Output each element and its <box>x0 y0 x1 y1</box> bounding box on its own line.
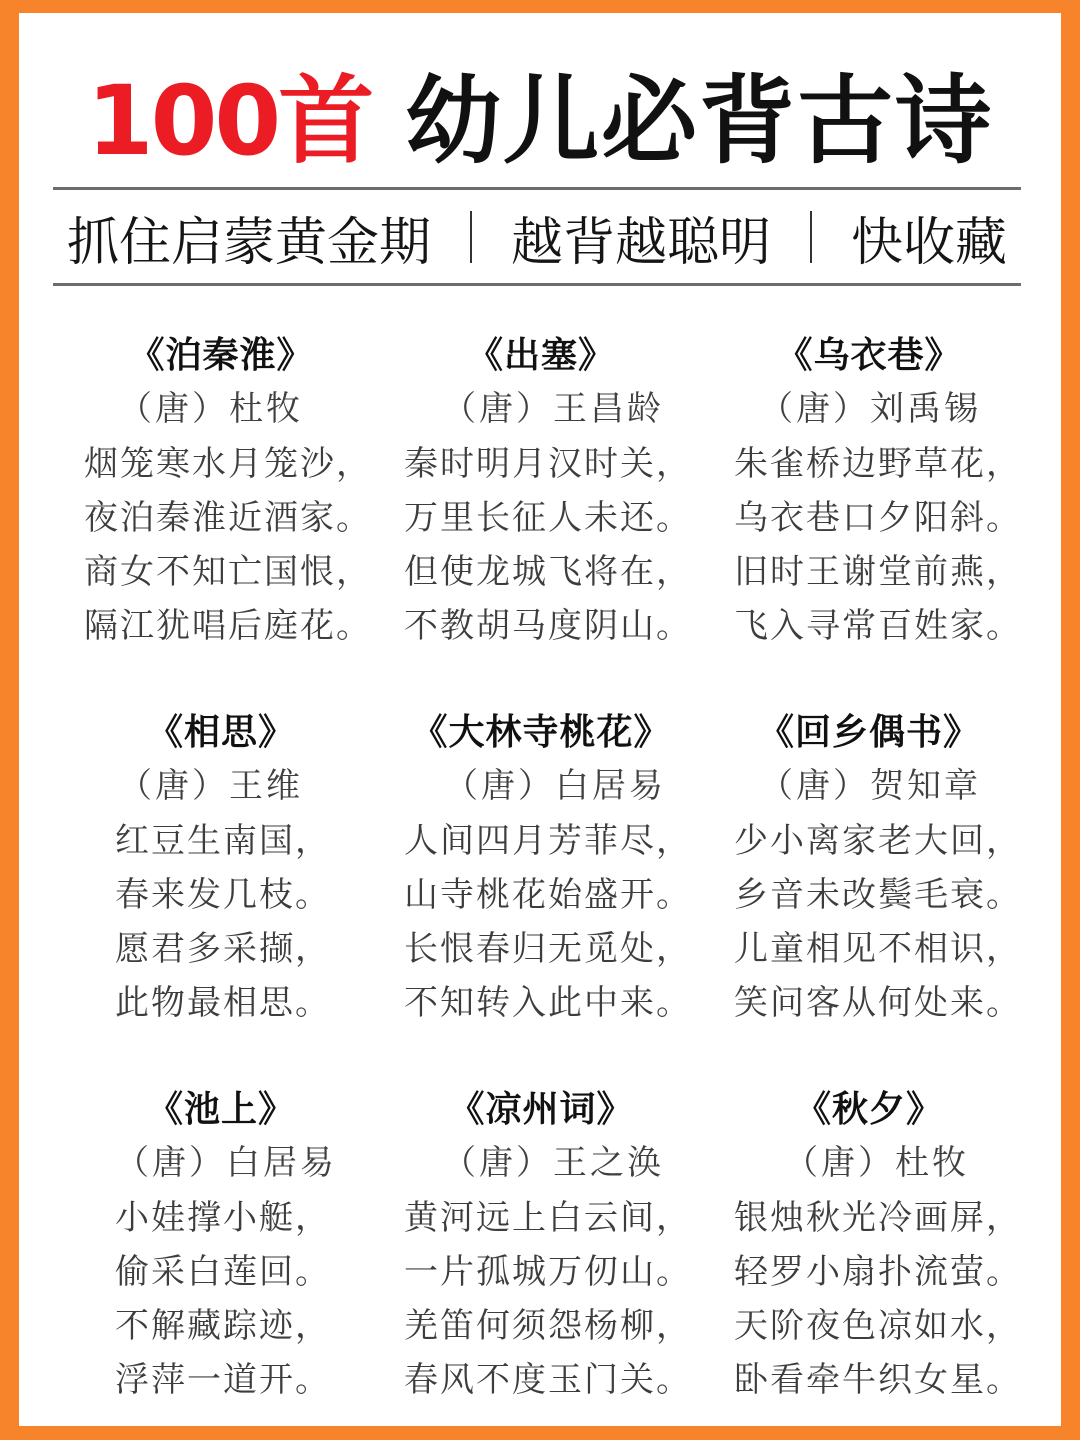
poem-lines <box>734 814 1022 1030</box>
poem-card <box>709 329 1029 659</box>
poem-line: 不教胡马度阴山。 <box>404 606 692 646</box>
poem-line: 春风不度玉门关。 <box>404 1360 692 1400</box>
poem-line: 羌笛何须怨杨柳， <box>404 1306 692 1346</box>
poem-line: 银烛秋光冷画屏， <box>734 1198 1022 1238</box>
poem-line: 一片孤城万仞山。 <box>404 1252 692 1292</box>
poem-line: 旧时王谢堂前燕， <box>734 552 1022 592</box>
poem-lines <box>734 437 1022 653</box>
poster-title <box>19 53 1061 177</box>
poem-lines <box>404 814 692 1030</box>
poem-card <box>709 1083 1029 1413</box>
poem-line: 人间四月芳菲尽， <box>404 821 692 861</box>
poem-line: 不解藏踪迹， <box>115 1306 331 1346</box>
poem-line: 乡音未改鬓毛衰。 <box>734 875 1022 915</box>
poem-line: 隔江犹唱后庭花。 <box>84 606 372 646</box>
poem-line: 卧看牵牛织女星。 <box>734 1360 1022 1400</box>
poem-author: （唐）贺知章 <box>759 766 981 806</box>
poem-author: （唐）刘禹锡 <box>759 389 981 429</box>
poem-author: （唐）白居易 <box>444 766 666 806</box>
poem-card <box>709 706 1029 1036</box>
poem-title: 《池上》 <box>146 1088 295 1130</box>
subtitle-part-1: 抓住启蒙黄金期 <box>67 212 432 273</box>
poem-line: 红豆生南国， <box>115 821 331 861</box>
title-count: 100首 <box>86 64 372 177</box>
poem-card <box>61 329 381 659</box>
divider-bottom <box>53 283 1021 286</box>
subtitle <box>53 195 1021 279</box>
poem-line: 万里长征人未还。 <box>404 498 692 538</box>
poem-card <box>381 706 701 1036</box>
poem-line: 烟笼寒水月笼沙， <box>84 444 372 484</box>
poem-card <box>61 1083 381 1413</box>
poem-line: 但使龙城飞将在， <box>404 552 692 592</box>
subtitle-part-3: 快收藏 <box>850 212 1007 273</box>
poem-line: 秦时明月汉时关， <box>404 444 692 484</box>
poem-title: 《秋夕》 <box>794 1088 943 1130</box>
poem-title: 《凉州词》 <box>448 1088 634 1130</box>
poem-line: 天阶夜色凉如水， <box>734 1306 1022 1346</box>
poem-title: 《泊秦淮》 <box>128 334 314 376</box>
poem-line: 偷采白莲回。 <box>115 1252 331 1292</box>
title-main: 幼儿必背古诗 <box>405 64 994 177</box>
poem-lines <box>84 437 372 653</box>
poem-line: 愿君多采撷， <box>115 929 331 969</box>
poem-line: 不知转入此中来。 <box>404 983 692 1023</box>
poem-line: 乌衣巷口夕阳斜。 <box>734 498 1022 538</box>
poem-title: 《回乡偶书》 <box>757 711 980 753</box>
poem-lines <box>404 437 692 653</box>
poem-lines <box>115 814 331 1030</box>
poem-card <box>381 1083 701 1413</box>
poem-line: 儿童相见不相识， <box>734 929 1022 969</box>
poem-lines <box>115 1191 331 1407</box>
poem-line: 轻罗小扇扑流萤。 <box>734 1252 1022 1292</box>
poem-line: 少小离家老大回， <box>734 821 1022 861</box>
subtitle-part-2: 越背越聪明 <box>510 212 771 273</box>
poem-line: 朱雀桥边野草花， <box>734 444 1022 484</box>
poem-title: 《出塞》 <box>466 334 615 376</box>
poem-author: （唐）王之涣 <box>442 1143 664 1183</box>
poem-author: （唐）白居易 <box>115 1143 337 1183</box>
poem-line: 浮萍一道开。 <box>115 1360 331 1400</box>
poem-line: 长恨春归无觅处， <box>404 929 692 969</box>
poem-title: 《大林寺桃花》 <box>411 711 671 753</box>
poem-author: （唐）杜牧 <box>118 389 303 429</box>
poem-line: 飞入寻常百姓家。 <box>734 606 1022 646</box>
poem-title: 《乌衣巷》 <box>776 334 962 376</box>
poem-card <box>61 706 381 1036</box>
poem-line: 黄河远上白云间， <box>404 1198 692 1238</box>
poem-line: 山寺桃花始盛开。 <box>404 875 692 915</box>
poem-card <box>381 329 701 659</box>
poem-line: 商女不知亡国恨， <box>84 552 372 592</box>
divider-top <box>53 187 1021 190</box>
poster-card <box>19 13 1061 1426</box>
poem-author: （唐）王维 <box>118 766 303 806</box>
poem-author: （唐）王昌龄 <box>442 389 664 429</box>
poem-line: 夜泊秦淮近酒家。 <box>84 498 372 538</box>
poem-lines <box>734 1191 1022 1407</box>
poem-line: 春来发几枝。 <box>115 875 331 915</box>
poem-line: 笑问客从何处来。 <box>734 983 1022 1023</box>
subtitle-separator <box>810 211 812 263</box>
poem-title: 《相思》 <box>146 711 295 753</box>
poem-line: 小娃撑小艇， <box>115 1198 331 1238</box>
subtitle-separator <box>470 211 472 263</box>
poem-lines <box>404 1191 692 1407</box>
poem-line: 此物最相思。 <box>115 983 331 1023</box>
poem-author: （唐）杜牧 <box>784 1143 969 1183</box>
